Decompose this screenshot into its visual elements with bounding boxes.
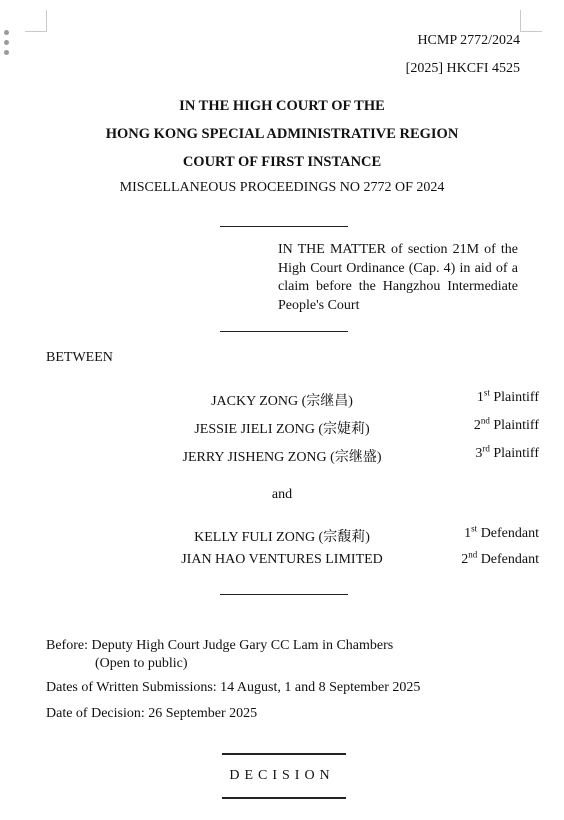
plaintiff-3-name: JERRY JISHENG ZONG (宗继盛) <box>182 450 382 465</box>
drag-handle-icon[interactable] <box>0 28 14 60</box>
proceedings-number: MISCELLANEOUS PROCEEDINGS NO 2772 OF 2024 <box>119 180 445 195</box>
court-line-3: COURT OF FIRST INSTANCE <box>182 154 382 170</box>
divider-2 <box>220 331 348 332</box>
plaintiff-2-name: JESSIE JIELI ZONG (宗婕莉) <box>194 422 370 437</box>
plaintiff-3-role: 3rd Plaintiff <box>475 443 539 461</box>
divider-1 <box>220 226 348 227</box>
crop-mark-top-right-vertical <box>520 10 521 32</box>
defendant-1-name: KELLY FULI ZONG (宗馥莉) <box>194 530 370 545</box>
between-label: BETWEEN <box>46 350 113 365</box>
decision-rule-top <box>222 753 346 755</box>
case-number: HCMP 2772/2024 <box>417 33 520 48</box>
plaintiff-1-name: JACKY ZONG (宗继昌) <box>211 394 353 409</box>
before-judge: Before: Deputy High Court Judge Gary CC Lam in Chambers <box>46 638 394 653</box>
plaintiff-2-role: 2nd Plaintiff <box>473 415 539 433</box>
dates-of-submissions: Dates of Written Submissions: 14 August, 1 and 8 September 2025 <box>46 680 421 695</box>
defendant-2-name: JIAN HAO VENTURES LIMITED <box>181 552 383 567</box>
date-of-decision: Date of Decision: 26 September 2025 <box>46 706 258 721</box>
court-line-2: HONG KONG SPECIAL ADMINISTRATIVE REGION <box>105 126 459 142</box>
divider-3 <box>220 594 348 595</box>
neutral-citation: [2025] HKCFI 4525 <box>405 61 520 76</box>
matter-paragraph: IN THE MATTER of section 21M of the High Court Ordinance (Cap. 4) in aid of a claim before the Hangzhou Intermediate People's Court <box>278 242 518 313</box>
decision-rule-bottom <box>222 797 346 799</box>
court-line-1: IN THE HIGH COURT OF THE <box>179 98 385 114</box>
and-label: and <box>271 487 293 502</box>
defendant-1-role: 1st Defendant <box>464 523 539 541</box>
open-to-public: (Open to public) <box>95 656 188 671</box>
defendant-2-role: 2nd Defendant <box>461 549 539 567</box>
crop-mark-top-left-vertical <box>46 10 47 32</box>
decision-title: DECISION <box>229 768 335 783</box>
plaintiff-1-role: 1st Plaintiff <box>476 387 539 405</box>
crop-mark-top-right-horizontal <box>520 31 542 32</box>
crop-mark-top-left-horizontal <box>25 31 47 32</box>
